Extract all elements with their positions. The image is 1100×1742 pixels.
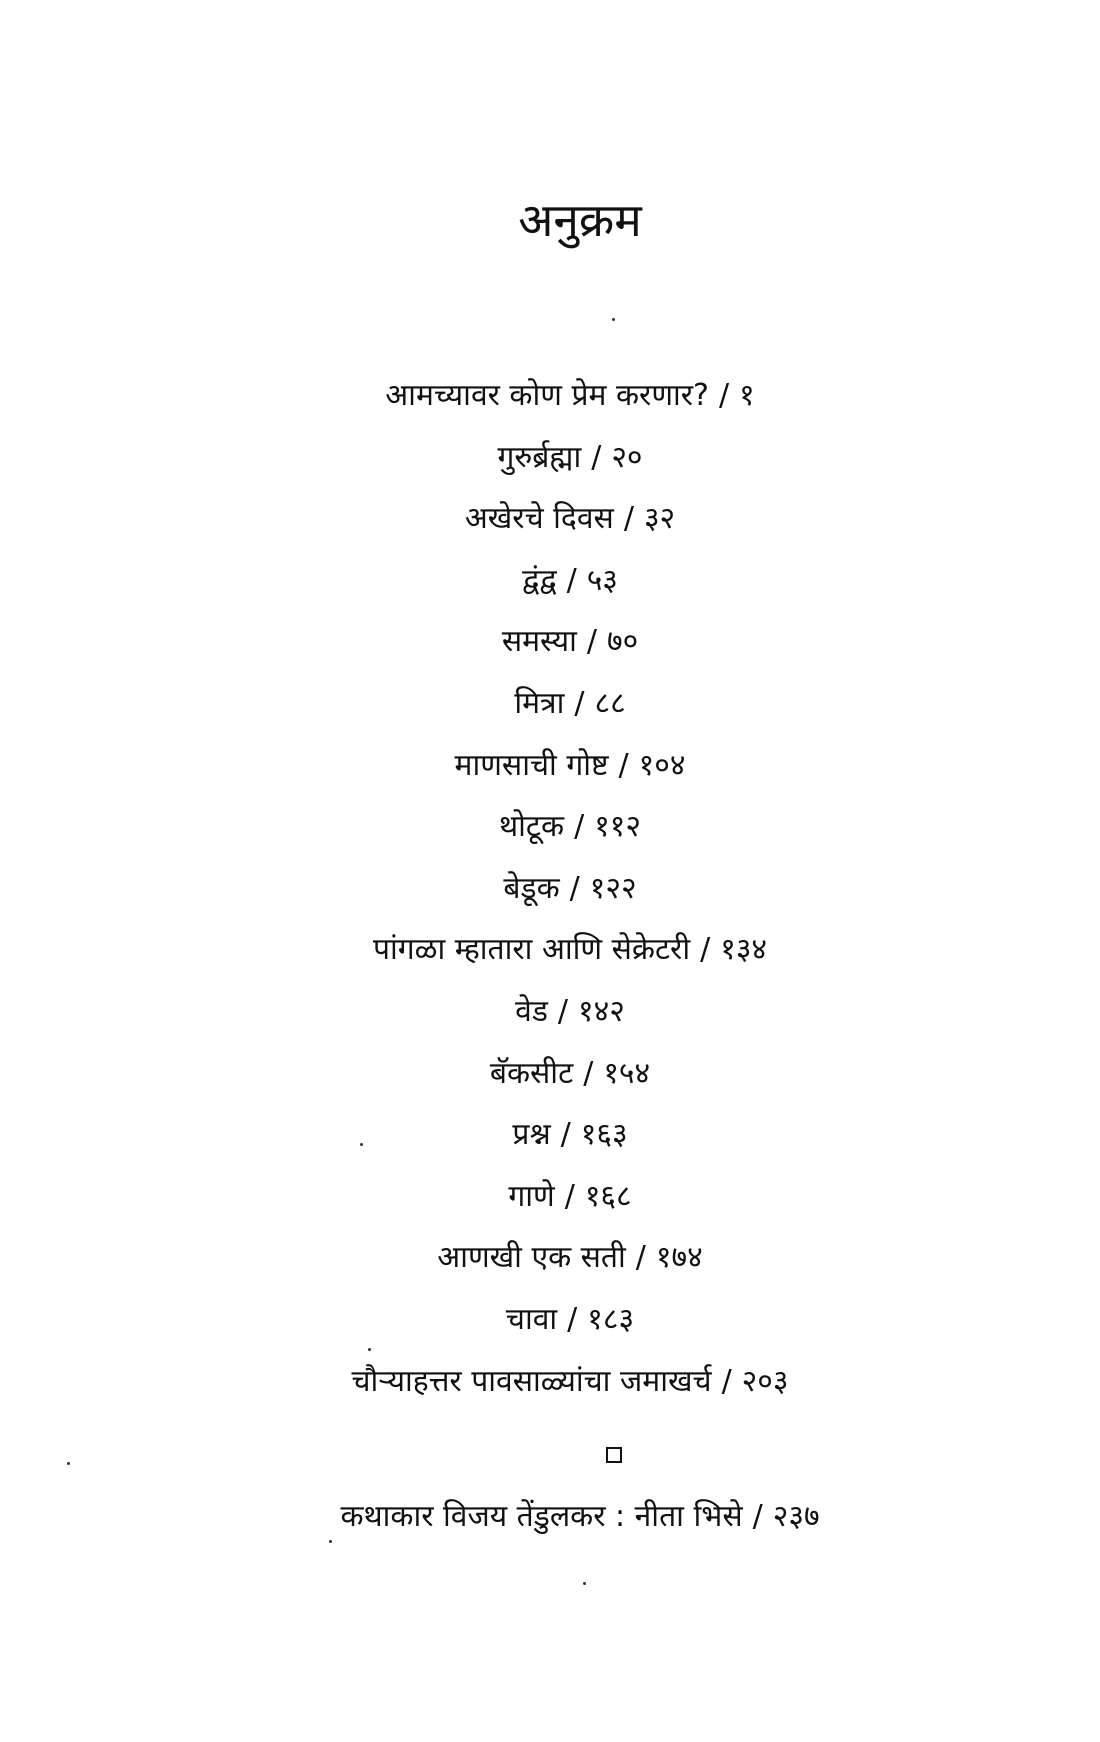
toc-separator: /	[635, 1240, 646, 1276]
toc-separator: /	[623, 501, 634, 537]
scan-speck	[360, 1143, 363, 1146]
toc-entry[interactable]	[40, 796, 1100, 858]
toc-entry[interactable]	[40, 550, 1100, 612]
toc-entry-title: वेड	[515, 993, 548, 1029]
toc-entry-title: चौऱ्याहत्तर पावसाळ्यांचा जमाखर्च	[351, 1363, 712, 1399]
toc-entry[interactable]	[40, 488, 1100, 550]
toc-entry-title: माणसाची गोष्ट	[454, 747, 609, 783]
toc-entry-page: ३२	[643, 501, 676, 537]
toc-separator: /	[591, 439, 602, 475]
toc-entry-title: आणखी एक सती	[437, 1240, 626, 1276]
toc-entry-title: थोटूक	[498, 809, 565, 845]
toc-entry-title: गाणे	[508, 1178, 555, 1214]
toc-separator: /	[583, 1055, 594, 1091]
toc-separator: /	[752, 1499, 763, 1534]
toc-entry-title: समस्या	[501, 624, 577, 660]
toc-entry-page: १४२	[578, 993, 625, 1029]
toc-entry-title: मित्रा	[514, 685, 565, 721]
page-title: अनुक्रम	[518, 193, 642, 247]
toc-entry[interactable]	[40, 1166, 1100, 1228]
toc-entry-page: १२२	[589, 870, 637, 906]
toc-separator: /	[586, 624, 597, 660]
toc-entry[interactable]	[40, 365, 1100, 427]
toc-entry[interactable]	[40, 1227, 1100, 1289]
toc-entry[interactable]	[40, 735, 1100, 797]
toc-entry-page: १५४	[603, 1055, 651, 1091]
scan-speck	[67, 1462, 70, 1465]
toc-separator: /	[721, 1363, 732, 1399]
toc-entry-page: १	[739, 378, 755, 413]
toc-separator: /	[557, 993, 569, 1029]
toc-entry-page: १६८	[584, 1178, 632, 1214]
appendix-entry[interactable]	[30, 1487, 1100, 1547]
toc-separator: /	[718, 378, 730, 413]
toc-entry-page: ११२	[594, 809, 642, 845]
toc-entry-page: १६३	[580, 1117, 628, 1153]
toc-entry[interactable]	[40, 611, 1100, 673]
scan-speck	[368, 1348, 371, 1351]
toc-entry[interactable]	[40, 1043, 1100, 1105]
appendix-title: कथाकार विजय तेंडुलकर : नीता भिसे	[340, 1499, 743, 1534]
toc-separator: /	[564, 1178, 575, 1214]
toc-entry-page: १७४	[655, 1240, 703, 1276]
toc-entry-page: ८८	[594, 685, 626, 721]
toc-entry-page: ५३	[586, 562, 618, 598]
toc-separator: /	[700, 932, 711, 968]
toc-entry-title: बॅकसीट	[489, 1055, 574, 1091]
toc-separator: /	[574, 685, 585, 721]
toc-entry-title: बेडूक	[503, 870, 560, 906]
toc-entry-page: ७०	[606, 624, 639, 660]
scan-speck	[583, 1582, 586, 1585]
toc-entry-page: १३४	[720, 932, 768, 968]
toc-entry-page: २०	[611, 439, 643, 475]
toc-entry-title: द्वंद्व	[522, 562, 557, 598]
toc-entry[interactable]	[40, 427, 1100, 489]
toc-separator: /	[566, 562, 577, 598]
appendix-page: २३७	[772, 1499, 820, 1534]
toc-separator: /	[560, 1117, 571, 1153]
toc-entry-page: १०४	[638, 747, 686, 783]
toc-entry-title: आमच्यावर कोण प्रेम करणार?	[385, 378, 709, 413]
section-divider-square	[606, 1447, 622, 1463]
scan-speck	[612, 318, 615, 321]
toc-separator: /	[567, 1301, 578, 1337]
toc-entry-title: पांगळा म्हातारा आणि सेक्रेटरी	[372, 932, 691, 968]
scan-speck	[329, 1540, 332, 1543]
toc-entry[interactable]	[40, 858, 1100, 920]
toc-entry[interactable]	[40, 1351, 1100, 1413]
toc-separator: /	[569, 870, 580, 906]
toc-separator: /	[618, 747, 629, 783]
toc-entry-page: १८३	[587, 1301, 635, 1337]
toc-separator: /	[574, 809, 585, 845]
toc-entry-title: अखेरचे दिवस	[464, 501, 614, 537]
toc-entry[interactable]	[40, 981, 1100, 1043]
toc-entry[interactable]	[40, 1289, 1100, 1351]
toc-entry-page: २०३	[741, 1363, 789, 1399]
toc-entry-title: चावा	[505, 1301, 558, 1337]
toc-entry[interactable]	[40, 1104, 1100, 1166]
toc-list	[0, 365, 1100, 1412]
toc-entry[interactable]	[40, 919, 1100, 981]
toc-entry-title: गुरुर्ब्रह्मा	[497, 439, 582, 475]
toc-entry-title: प्रश्न	[512, 1117, 551, 1153]
toc-entry[interactable]	[40, 673, 1100, 735]
